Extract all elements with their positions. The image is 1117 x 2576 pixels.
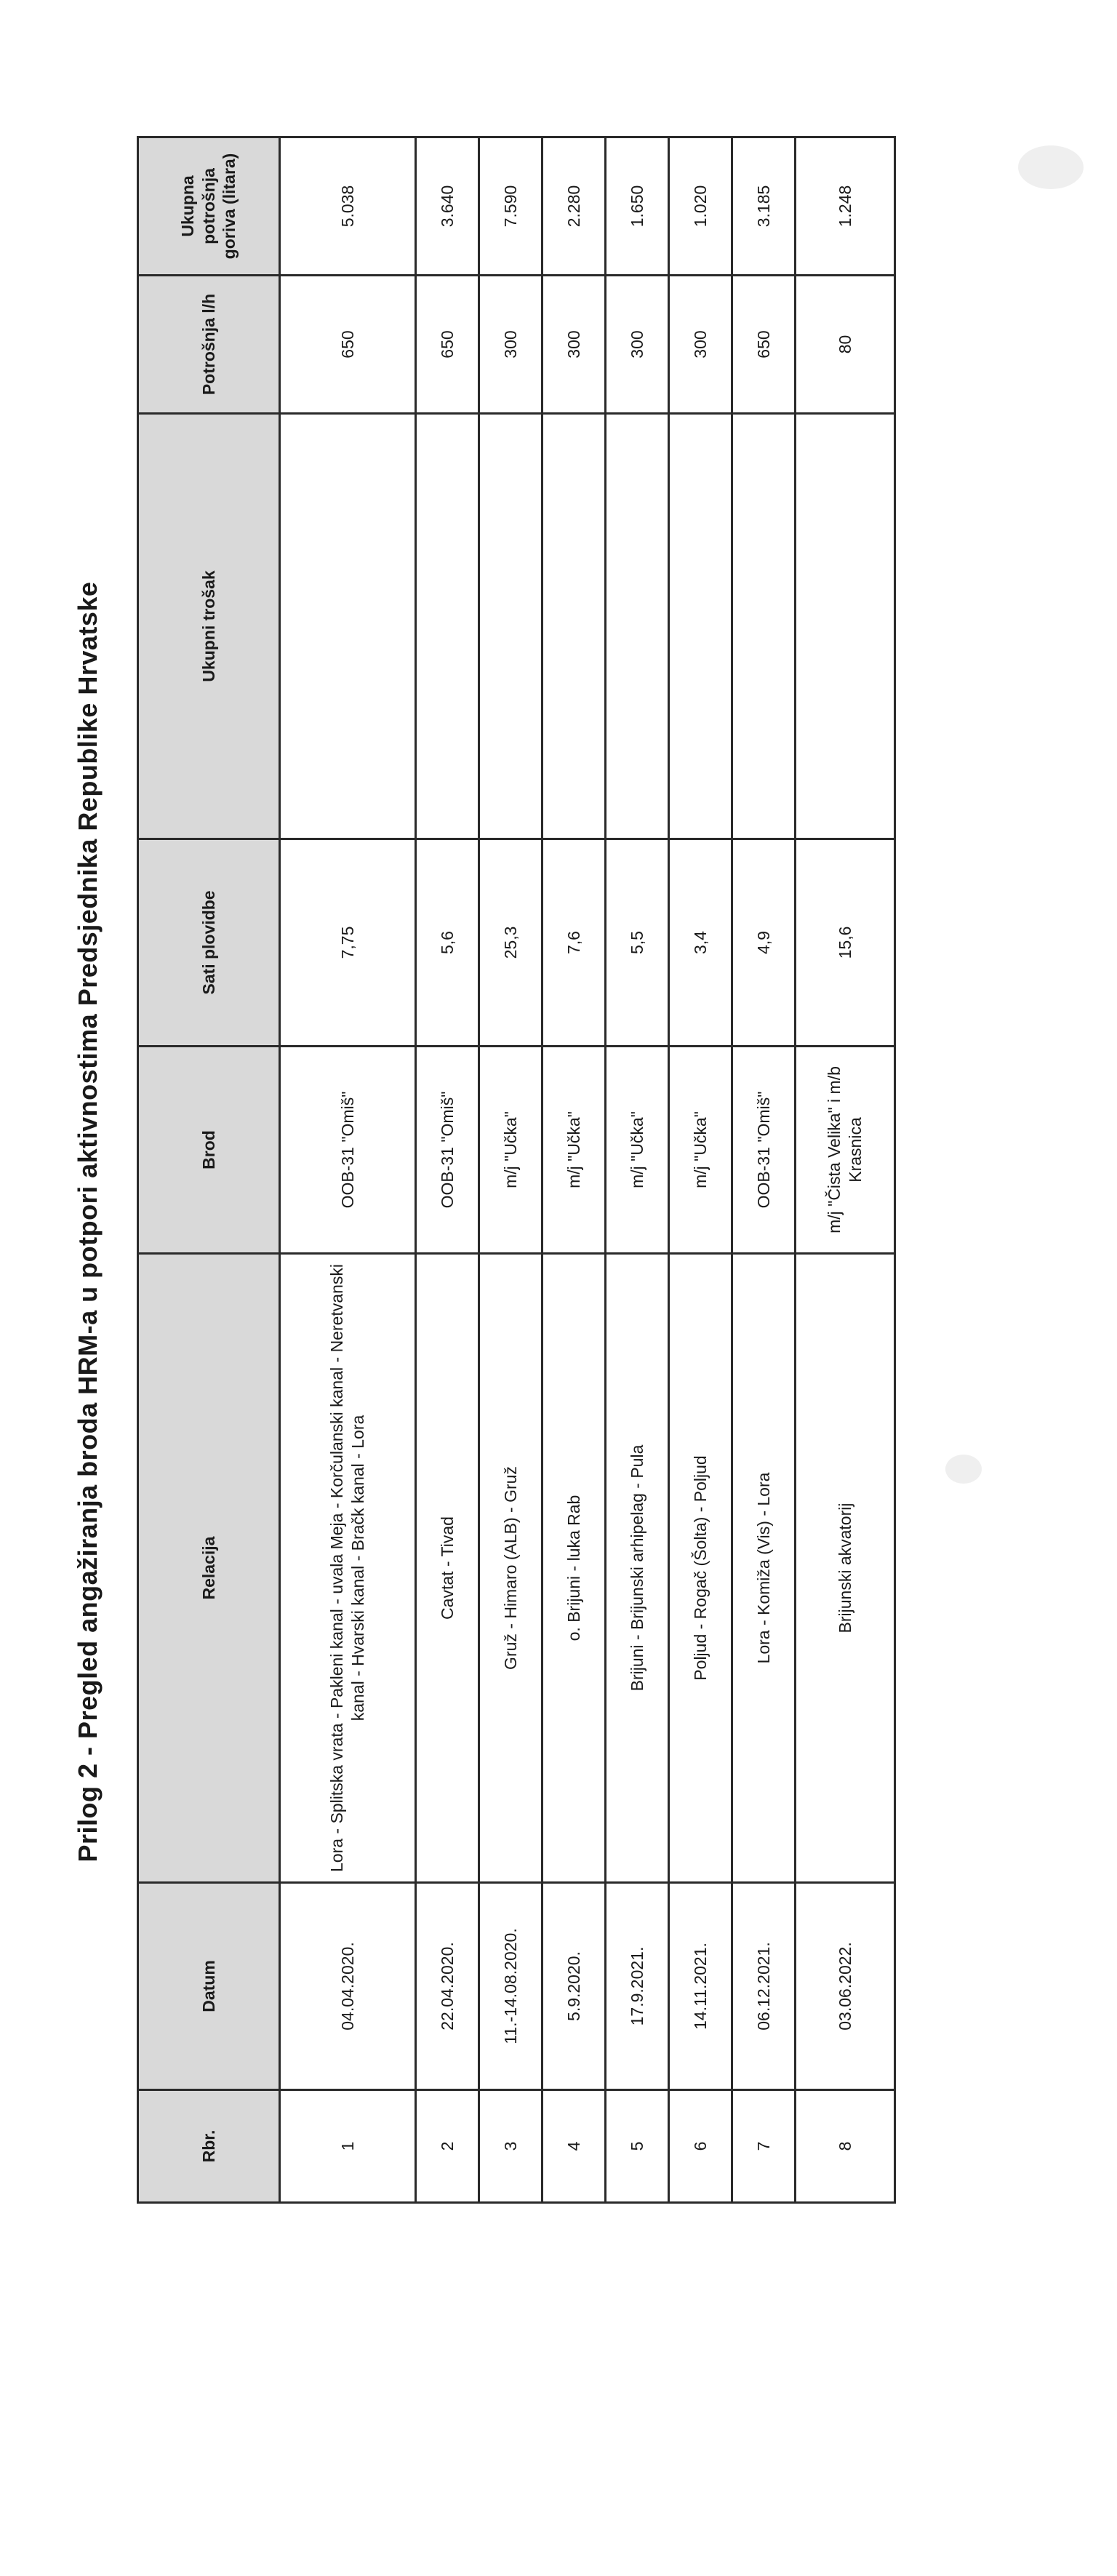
cell-brod: OOB-31 "Omiš"	[280, 1047, 416, 1254]
cell-ukupni-trosak	[669, 414, 732, 839]
cell-sati-plovidbe: 3,4	[669, 839, 732, 1047]
cell-sati-plovidbe: 25,3	[479, 839, 543, 1047]
cell-rbr: 3	[479, 2090, 543, 2203]
cell-brod: OOB-31 "Omiš"	[732, 1047, 796, 1254]
table-row	[543, 137, 606, 2203]
header-sati-plovidbe: Sati plovidbe	[138, 839, 280, 1047]
scan-smudge	[945, 1455, 982, 1484]
table-row	[606, 137, 669, 2203]
cell-ukupni-trosak	[416, 414, 479, 839]
table-row	[479, 137, 543, 2203]
cell-datum: 04.04.2020.	[280, 1883, 416, 2090]
header-potrosnja: Potrošnja l/h	[138, 276, 280, 414]
cell-relacija: Gruž - Himaro (ALB) - Gruž	[479, 1254, 543, 1883]
cell-potrosnja: 80	[796, 276, 895, 414]
cell-ukupni-trosak	[479, 414, 543, 839]
cell-brod: m/j "Učka"	[669, 1047, 732, 1254]
cell-ukupna-potrosnja: 1.650	[606, 137, 669, 276]
table-row	[280, 137, 416, 2203]
cell-rbr: 4	[543, 2090, 606, 2203]
cell-datum: 22.04.2020.	[416, 1883, 479, 2090]
document-title: Prilog 2 - Pregled angažiranja broda HRM-a u potpori aktivnostima Predsjednika Republike Hrvatske	[73, 581, 103, 1863]
cell-potrosnja: 300	[479, 276, 543, 414]
cell-sati-plovidbe: 7,6	[543, 839, 606, 1047]
cell-ukupna-potrosnja: 5.038	[280, 137, 416, 276]
cell-sati-plovidbe: 15,6	[796, 839, 895, 1047]
cell-ukupna-potrosnja: 3.640	[416, 137, 479, 276]
rotated-document-content	[73, 153, 916, 2204]
cell-datum: 11.-14.08.2020.	[479, 1883, 543, 2090]
cell-datum: 06.12.2021.	[732, 1883, 796, 2090]
cell-rbr: 1	[280, 2090, 416, 2203]
table-header-row	[138, 137, 280, 2203]
cell-ukupna-potrosnja: 7.590	[479, 137, 543, 276]
cell-brod: OOB-31 "Omiš"	[416, 1047, 479, 1254]
cell-relacija: Brijuni - Brijunski arhipelag - Pula	[606, 1254, 669, 1883]
table-row	[416, 137, 479, 2203]
cell-relacija: o. Brijuni - luka Rab	[543, 1254, 606, 1883]
cell-relacija: Lora - Komiža (Vis) - Lora	[732, 1254, 796, 1883]
cell-relacija: Cavtat - Tivad	[416, 1254, 479, 1883]
scan-smudge	[1018, 145, 1084, 189]
header-relacija: Relacija	[138, 1254, 280, 1883]
cell-ukupni-trosak	[543, 414, 606, 839]
cell-ukupni-trosak	[280, 414, 416, 839]
cell-ukupna-potrosnja: 1.020	[669, 137, 732, 276]
cell-sati-plovidbe: 5,6	[416, 839, 479, 1047]
cell-relacija: Lora - Splitska vrata - Pakleni kanal - uvala Meja - Korčulanski kanal - Neretvanski kanal - Hvarski kanal - Bračk kanal - Lora	[280, 1254, 416, 1883]
cell-potrosnja: 650	[732, 276, 796, 414]
header-rbr: Rbr.	[138, 2090, 280, 2203]
table-row	[669, 137, 732, 2203]
cell-rbr: 7	[732, 2090, 796, 2203]
table-row	[732, 137, 796, 2203]
cell-ukupna-potrosnja: 1.248	[796, 137, 895, 276]
cell-ukupni-trosak	[796, 414, 895, 839]
ship-engagement-table	[137, 136, 896, 2204]
cell-rbr: 2	[416, 2090, 479, 2203]
header-ukupna-potrosnja: Ukupna potrošnja goriva (litara)	[138, 137, 280, 276]
cell-sati-plovidbe: 5,5	[606, 839, 669, 1047]
cell-relacija: Brijunski akvatorij	[796, 1254, 895, 1883]
cell-ukupni-trosak	[606, 414, 669, 839]
cell-brod: m/j "Čista Velika" i m/b Krasnica	[796, 1047, 895, 1254]
cell-sati-plovidbe: 4,9	[732, 839, 796, 1047]
cell-datum: 14.11.2021.	[669, 1883, 732, 2090]
cell-brod: m/j "Učka"	[606, 1047, 669, 1254]
cell-brod: m/j "Učka"	[543, 1047, 606, 1254]
cell-potrosnja: 650	[416, 276, 479, 414]
cell-datum: 03.06.2022.	[796, 1883, 895, 2090]
cell-rbr: 6	[669, 2090, 732, 2203]
header-datum: Datum	[138, 1883, 280, 2090]
header-ukupni-trosak: Ukupni trošak	[138, 414, 280, 839]
cell-potrosnja: 300	[543, 276, 606, 414]
cell-potrosnja: 300	[669, 276, 732, 414]
cell-relacija: Poljud - Rogač (Šolta) - Poljud	[669, 1254, 732, 1883]
cell-brod: m/j "Učka"	[479, 1047, 543, 1254]
cell-rbr: 5	[606, 2090, 669, 2203]
cell-rbr: 8	[796, 2090, 895, 2203]
table-row	[796, 137, 895, 2203]
cell-potrosnja: 650	[280, 276, 416, 414]
cell-datum: 5.9.2020.	[543, 1883, 606, 2090]
cell-ukupna-potrosnja: 2.280	[543, 137, 606, 276]
cell-ukupna-potrosnja: 3.185	[732, 137, 796, 276]
header-brod: Brod	[138, 1047, 280, 1254]
cell-datum: 17.9.2021.	[606, 1883, 669, 2090]
cell-ukupni-trosak	[732, 414, 796, 839]
cell-potrosnja: 300	[606, 276, 669, 414]
cell-sati-plovidbe: 7,75	[280, 839, 416, 1047]
